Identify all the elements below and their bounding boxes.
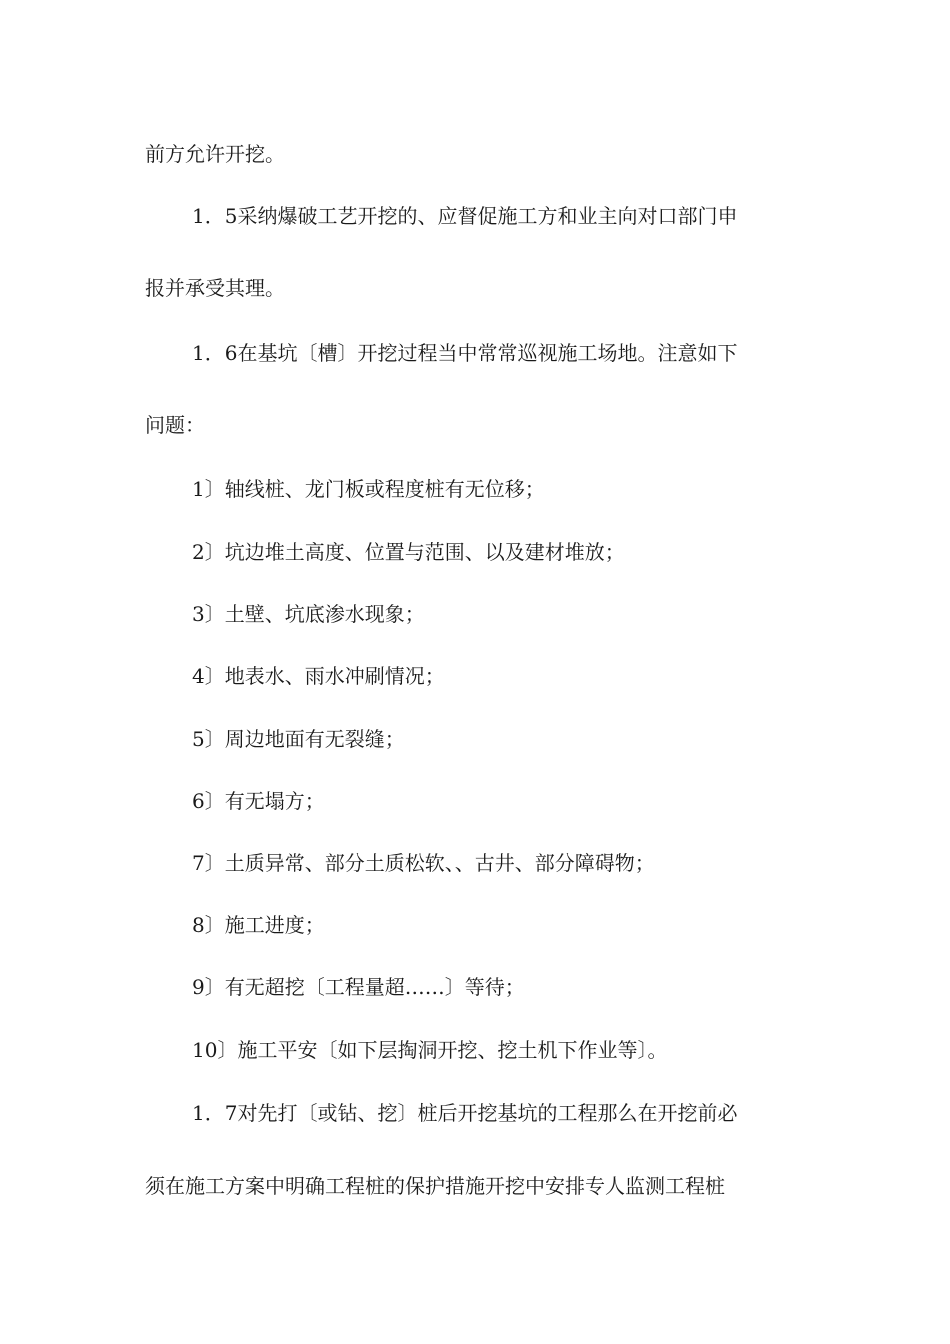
list-item: 9〕有无超挖〔工程量超……〕等待； bbox=[192, 975, 525, 999]
text-line: 问题： bbox=[145, 413, 205, 437]
text-line: 1．6在基坑〔槽〕开挖过程当中常常巡视施工场地。注意如下 bbox=[192, 341, 738, 365]
list-item: 3〕土壁、坑底渗水现象； bbox=[192, 602, 425, 626]
list-item: 10〕施工平安〔如下层掏洞开挖、挖土机下作业等〕。 bbox=[192, 1038, 668, 1062]
text-line: 报并承受其理。 bbox=[145, 276, 285, 300]
text-line: 须在施工方案中明确工程桩的保护措施开挖中安排专人监测工程桩 bbox=[145, 1174, 725, 1198]
text-line: 1．7对先打〔或钻、挖〕桩后开挖基坑的工程那么在开挖前必 bbox=[192, 1101, 738, 1125]
list-item: 2〕坑边堆土高度、位置与范围、以及建材堆放； bbox=[192, 540, 625, 564]
list-item: 6〕有无塌方； bbox=[192, 789, 325, 813]
list-item: 8〕施工进度； bbox=[192, 913, 325, 937]
list-item: 5〕周边地面有无裂缝； bbox=[192, 727, 405, 751]
list-item: 7〕土质异常、部分土质松软、、古井、部分障碍物； bbox=[192, 851, 655, 875]
text-line: 1．5采纳爆破工艺开挖的、应督促施工方和业主向对口部门申 bbox=[192, 204, 738, 228]
list-item: 4〕地表水、雨水冲刷情况； bbox=[192, 664, 445, 688]
text-line: 前方允许开挖。 bbox=[145, 142, 285, 166]
list-item: 1〕轴线桩、龙门板或程度桩有无位移； bbox=[192, 477, 545, 501]
